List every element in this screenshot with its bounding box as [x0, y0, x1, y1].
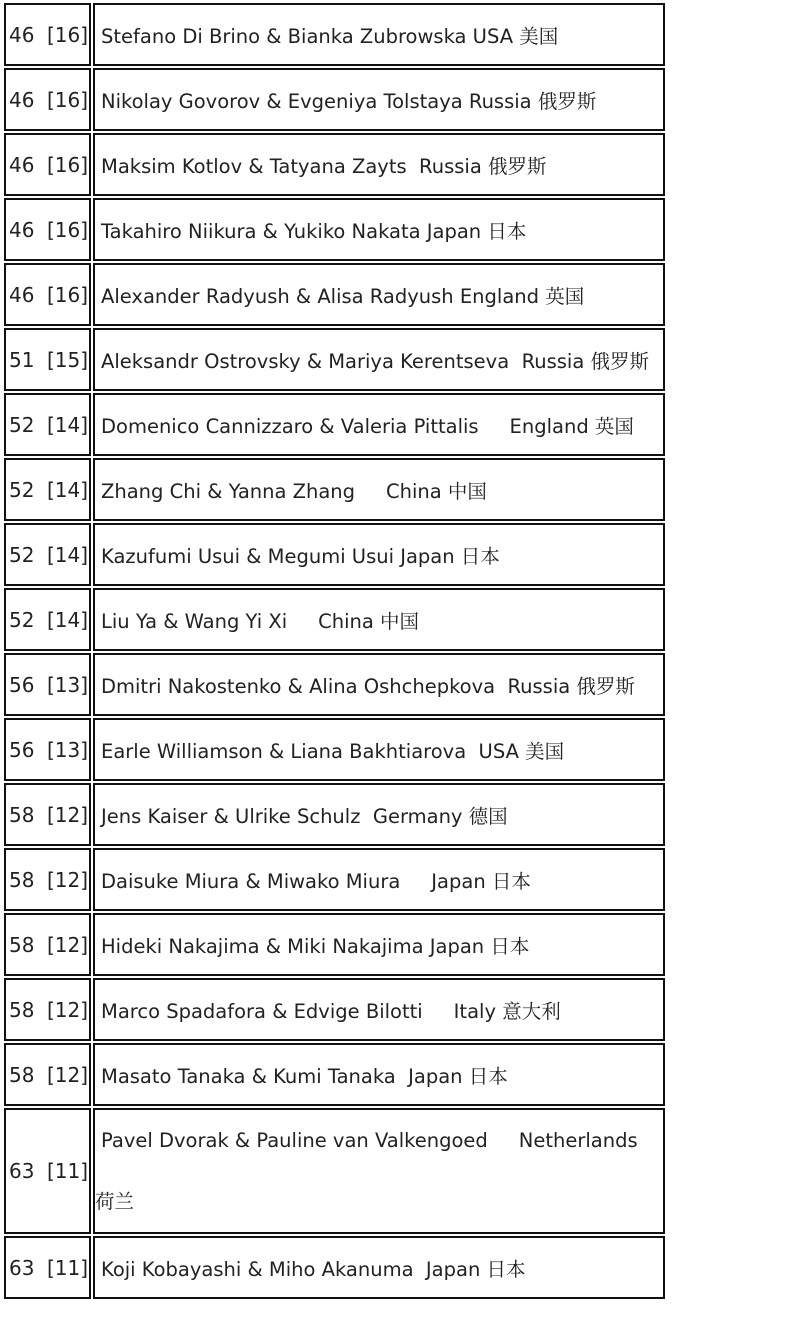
place-number: 52: [9, 477, 35, 502]
pair-cell: [93, 653, 665, 716]
place-number: 46: [9, 22, 35, 47]
points-value: [16]: [47, 282, 89, 307]
pair-name: Pavel Dvorak & Pauline van Valkengoed Netherlands 荷兰: [95, 1129, 644, 1213]
points-value: [16]: [47, 22, 89, 47]
place-number: 46: [9, 87, 35, 112]
table-row: [4, 588, 665, 651]
table-row: [4, 718, 665, 781]
pair-name: Aleksandr Ostrovsky & Mariya Kerentseva Russia 俄罗斯: [101, 349, 649, 373]
pair-cell: [93, 198, 665, 261]
rank-cell: [4, 3, 91, 66]
pair-cell: [93, 523, 665, 586]
place-number: 58: [9, 867, 35, 892]
rank-cell: [4, 653, 91, 716]
points-value: [14]: [47, 477, 89, 502]
pair-name: Takahiro Niikura & Yukiko Nakata Japan 日本: [101, 219, 527, 243]
pair-cell: [93, 458, 665, 521]
pair-name: Jens Kaiser & Ulrike Schulz Germany 德国: [101, 804, 508, 828]
points-value: [12]: [47, 932, 89, 957]
pair-cell: [93, 133, 665, 196]
points-value: [14]: [47, 412, 89, 437]
table-row: [4, 1043, 665, 1106]
place-number: 51: [9, 347, 35, 372]
pair-cell: [93, 1236, 665, 1299]
points-value: [13]: [47, 737, 89, 762]
rank-cell: [4, 783, 91, 846]
pair-cell: [93, 1043, 665, 1106]
table-row: [4, 393, 665, 456]
rank-cell: [4, 718, 91, 781]
pair-cell: [93, 588, 665, 651]
points-value: [13]: [47, 672, 89, 697]
place-number: 52: [9, 607, 35, 632]
rank-cell: [4, 1043, 91, 1106]
pair-name: Earle Williamson & Liana Bakhtiarova USA 美国: [101, 739, 565, 763]
pair-name: Stefano Di Brino & Bianka Zubrowska USA 美国: [101, 24, 559, 48]
table-row: [4, 653, 665, 716]
pair-cell: [93, 848, 665, 911]
rank-cell: [4, 263, 91, 326]
pair-name: Koji Kobayashi & Miho Akanuma Japan 日本: [101, 1257, 526, 1281]
points-value: [14]: [47, 607, 89, 632]
points-value: [12]: [47, 802, 89, 827]
points-value: [11]: [47, 1159, 89, 1183]
table-row: [4, 1236, 665, 1299]
place-number: 52: [9, 542, 35, 567]
table-row: [4, 328, 665, 391]
pair-cell: [93, 783, 665, 846]
table-row: [4, 523, 665, 586]
points-value: [14]: [47, 542, 89, 567]
table-row: [4, 3, 665, 66]
place-number: 58: [9, 997, 35, 1022]
place-number: 58: [9, 802, 35, 827]
rank-cell: [4, 458, 91, 521]
points-value: [12]: [47, 997, 89, 1022]
table-row: [4, 1108, 665, 1234]
pair-name: Maksim Kotlov & Tatyana Zayts Russia 俄罗斯: [101, 154, 547, 178]
pair-name: Nikolay Govorov & Evgeniya Tolstaya Russia 俄罗斯: [101, 89, 597, 113]
pair-cell: [93, 393, 665, 456]
pair-cell: [93, 718, 665, 781]
points-value: [15]: [47, 347, 89, 372]
points-value: [16]: [47, 152, 89, 177]
pair-name: Daisuke Miura & Miwako Miura Japan 日本: [101, 869, 531, 893]
pair-cell: [93, 328, 665, 391]
pair-name: Kazufumi Usui & Megumi Usui Japan 日本: [101, 544, 500, 568]
points-value: [12]: [47, 1062, 89, 1087]
place-number: 56: [9, 737, 35, 762]
rank-cell: [4, 68, 91, 131]
rank-cell: [4, 978, 91, 1041]
pair-name: Masato Tanaka & Kumi Tanaka Japan 日本: [101, 1064, 508, 1088]
place-number: 46: [9, 282, 35, 307]
rank-cell: [4, 913, 91, 976]
points-value: [12]: [47, 867, 89, 892]
rank-cell: [4, 133, 91, 196]
place-number: 63: [9, 1255, 35, 1280]
pair-name: Dmitri Nakostenko & Alina Oshchepkova Russia 俄罗斯: [101, 674, 635, 698]
pair-name: Liu Ya & Wang Yi Xi China 中国: [101, 609, 420, 633]
table-row: [4, 68, 665, 131]
table-row: [4, 783, 665, 846]
table-row: [4, 133, 665, 196]
points-value: [16]: [47, 217, 89, 242]
points-value: [11]: [47, 1255, 89, 1280]
place-number: 58: [9, 1062, 35, 1087]
place-number: 46: [9, 217, 35, 242]
rank-cell: [4, 1236, 91, 1299]
table-row: [4, 458, 665, 521]
pair-name: Marco Spadafora & Edvige Bilotti Italy 意大利: [101, 999, 561, 1023]
pair-name: Hideki Nakajima & Miki Nakajima Japan 日本: [101, 934, 530, 958]
pair-cell: [93, 263, 665, 326]
pair-cell: [93, 978, 665, 1041]
rank-cell: [4, 328, 91, 391]
place-number: 56: [9, 672, 35, 697]
pair-name: Domenico Cannizzaro & Valeria Pittalis England 英国: [101, 414, 634, 438]
points-value: [16]: [47, 87, 89, 112]
pair-cell: [93, 68, 665, 131]
rank-cell: [4, 393, 91, 456]
rank-cell: [4, 588, 91, 651]
rank-cell: [4, 523, 91, 586]
table-row: [4, 978, 665, 1041]
rank-cell: [4, 198, 91, 261]
pair-name: Zhang Chi & Yanna Zhang China 中国: [101, 479, 487, 503]
place-number: 63: [9, 1159, 35, 1183]
table-row: [4, 848, 665, 911]
pair-cell: [93, 3, 665, 66]
table-row: [4, 263, 665, 326]
rank-cell: [4, 1108, 91, 1234]
place-number: 46: [9, 152, 35, 177]
ranking-table: [2, 1, 667, 1301]
pair-name: Alexander Radyush & Alisa Radyush England 英国: [101, 284, 585, 308]
place-number: 52: [9, 412, 35, 437]
table-row: [4, 913, 665, 976]
pair-cell: [93, 913, 665, 976]
ranking-table-body: [4, 3, 665, 1299]
table-row: [4, 198, 665, 261]
place-number: 58: [9, 932, 35, 957]
pair-cell: [93, 1108, 665, 1234]
rank-cell: [4, 848, 91, 911]
